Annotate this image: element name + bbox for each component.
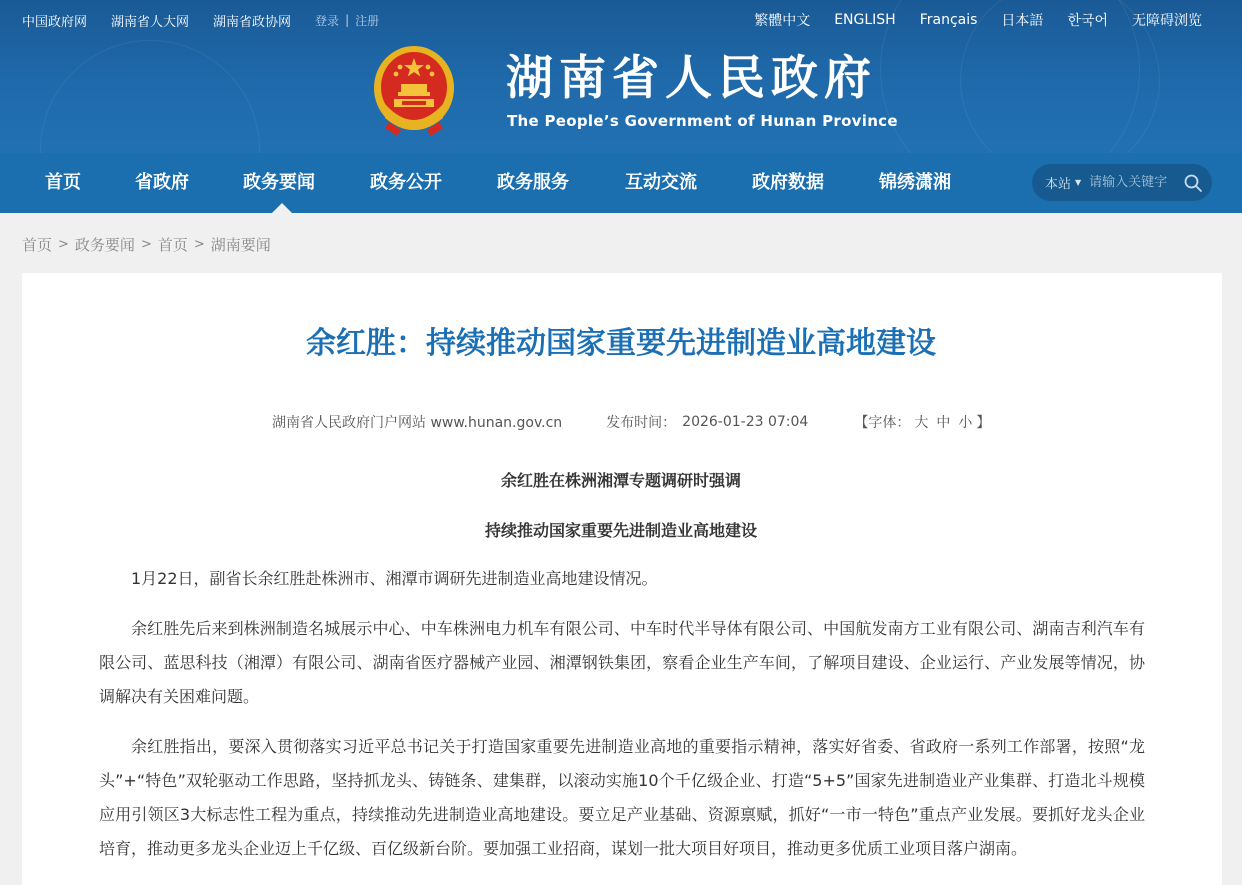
breadcrumb-home[interactable]: 首页: [22, 235, 53, 254]
publish-time: 2026-01-23 07:04: [682, 414, 809, 430]
breadcrumb-separator: >: [58, 236, 69, 252]
nav-government-news[interactable]: 政务要闻: [243, 172, 315, 193]
font-size-medium-button[interactable]: 中: [936, 415, 951, 431]
font-size-open: 【字体：: [854, 415, 911, 431]
breadcrumb-government-news[interactable]: 政务要闻: [74, 235, 135, 254]
site-header: [0, 0, 1242, 153]
breadcrumb-home-2[interactable]: 首页: [157, 235, 188, 254]
login-link[interactable]: 登录: [315, 13, 340, 28]
search-icon[interactable]: [1183, 173, 1203, 193]
language-links: [730, 10, 1202, 30]
nav-active-indicator: [272, 203, 292, 213]
article-source: 湖南省人民政府门户网站 www.hunan.gov.cn: [272, 415, 563, 431]
login-separator: |: [345, 13, 350, 27]
link-npc-hunan[interactable]: 湖南省人大网: [111, 14, 190, 30]
breadcrumb-separator: >: [193, 236, 205, 252]
site-title: 湖南省人民政府: [506, 51, 877, 106]
font-size-small-button[interactable]: 小: [958, 415, 973, 431]
header-decoration: [40, 40, 260, 153]
article-subhead: 持续推动国家重要先进制造业高地建设: [484, 521, 757, 540]
article-paragraph: 1月22日，副省长余红胜赴株洲市、湘潭市调研先进制造业高地建设情况。: [131, 569, 658, 588]
font-size-close: 】: [976, 415, 991, 431]
caret-down-icon[interactable]: ▼: [1075, 178, 1082, 187]
register-link[interactable]: 注册: [355, 13, 380, 28]
link-cppcc-hunan[interactable]: 湖南省政协网: [213, 14, 292, 30]
accessibility-link[interactable]: 无障碍浏览: [1132, 13, 1202, 29]
breadcrumb-separator: >: [140, 236, 152, 252]
lang-japanese[interactable]: 日本語: [1001, 13, 1044, 29]
nav-scenic-hunan[interactable]: 锦绣潇湘: [879, 172, 951, 193]
font-size-large-button[interactable]: 大: [914, 415, 929, 431]
article-subhead: 余红胜在株洲湘潭专题调研时强调: [500, 471, 741, 490]
nav-home[interactable]: 首页: [45, 172, 81, 193]
site-subtitle: The People’s Government of Hunan Province: [507, 112, 898, 130]
article-paragraph: 余红胜先后来到株洲制造名城展示中心、中车株洲电力机车有限公司、中车时代半导体有限公司、中国航发南方工业有限公司、湖南吉利汽车有限公司、蓝思科技（湘潭）有限公司、湖南省医疗器械产业园、湘潭钢铁集团，察看企业生产车间，了解项目建设、企业运行、产业发展等情况，协调解决有关困难问题。: [99, 619, 1145, 706]
lang-english[interactable]: ENGLISH: [834, 12, 896, 28]
nav-gov-affairs-open[interactable]: 政务公开: [370, 172, 442, 193]
national-emblem-icon: [371, 44, 457, 138]
article-paragraph: 余红胜指出，要深入贯彻落实习近平总书记关于打造国家重要先进制造业高地的重要指示精神，落实好省委、省政府一系列工作部署，按照“龙头”+“特色”双轮驱动工作思路，坚持抓龙头、铸链条、建集群，以滚动实施10个千亿级企业、打造“5+5”国家先进制造业产业集群、打造北斗规模应用引领区3大标志性工程为重点，持续推动先进制造业高地建设。要立足产业基础、资源禀赋，抓好“一市一特色”重点产业发展。要抓好龙头企业培育，推动更多龙头企业迈上千亿级、百亿级新台阶。要加强工业招商，谋划一批大项目好项目，推动更多优质工业项目落户湖南。: [99, 737, 1145, 858]
publish-label: 发布时间：: [606, 415, 677, 431]
search-scope-select[interactable]: 本站: [1045, 177, 1072, 192]
nav-interaction[interactable]: 互动交流: [625, 172, 697, 193]
lang-traditional-chinese[interactable]: 繁體中文: [754, 13, 811, 29]
article-title: 余红胜：持续推动国家重要先进制造业高地建设: [306, 326, 936, 361]
lang-french[interactable]: Français: [919, 12, 978, 28]
lang-korean[interactable]: 한국어: [1067, 13, 1108, 29]
nav-gov-data[interactable]: 政府数据: [752, 172, 824, 193]
nav-gov-services[interactable]: 政务服务: [497, 172, 569, 193]
nav-province-gov[interactable]: 省政府: [135, 172, 189, 193]
article-meta: [272, 411, 990, 433]
top-links: [22, 10, 379, 30]
breadcrumb-hunan-news[interactable]: 湖南要闻: [210, 235, 271, 254]
search-input[interactable]: [1089, 175, 1175, 190]
link-gov-cn[interactable]: 中国政府网: [22, 14, 88, 30]
search-box: [1032, 164, 1212, 201]
breadcrumb: [22, 233, 271, 255]
